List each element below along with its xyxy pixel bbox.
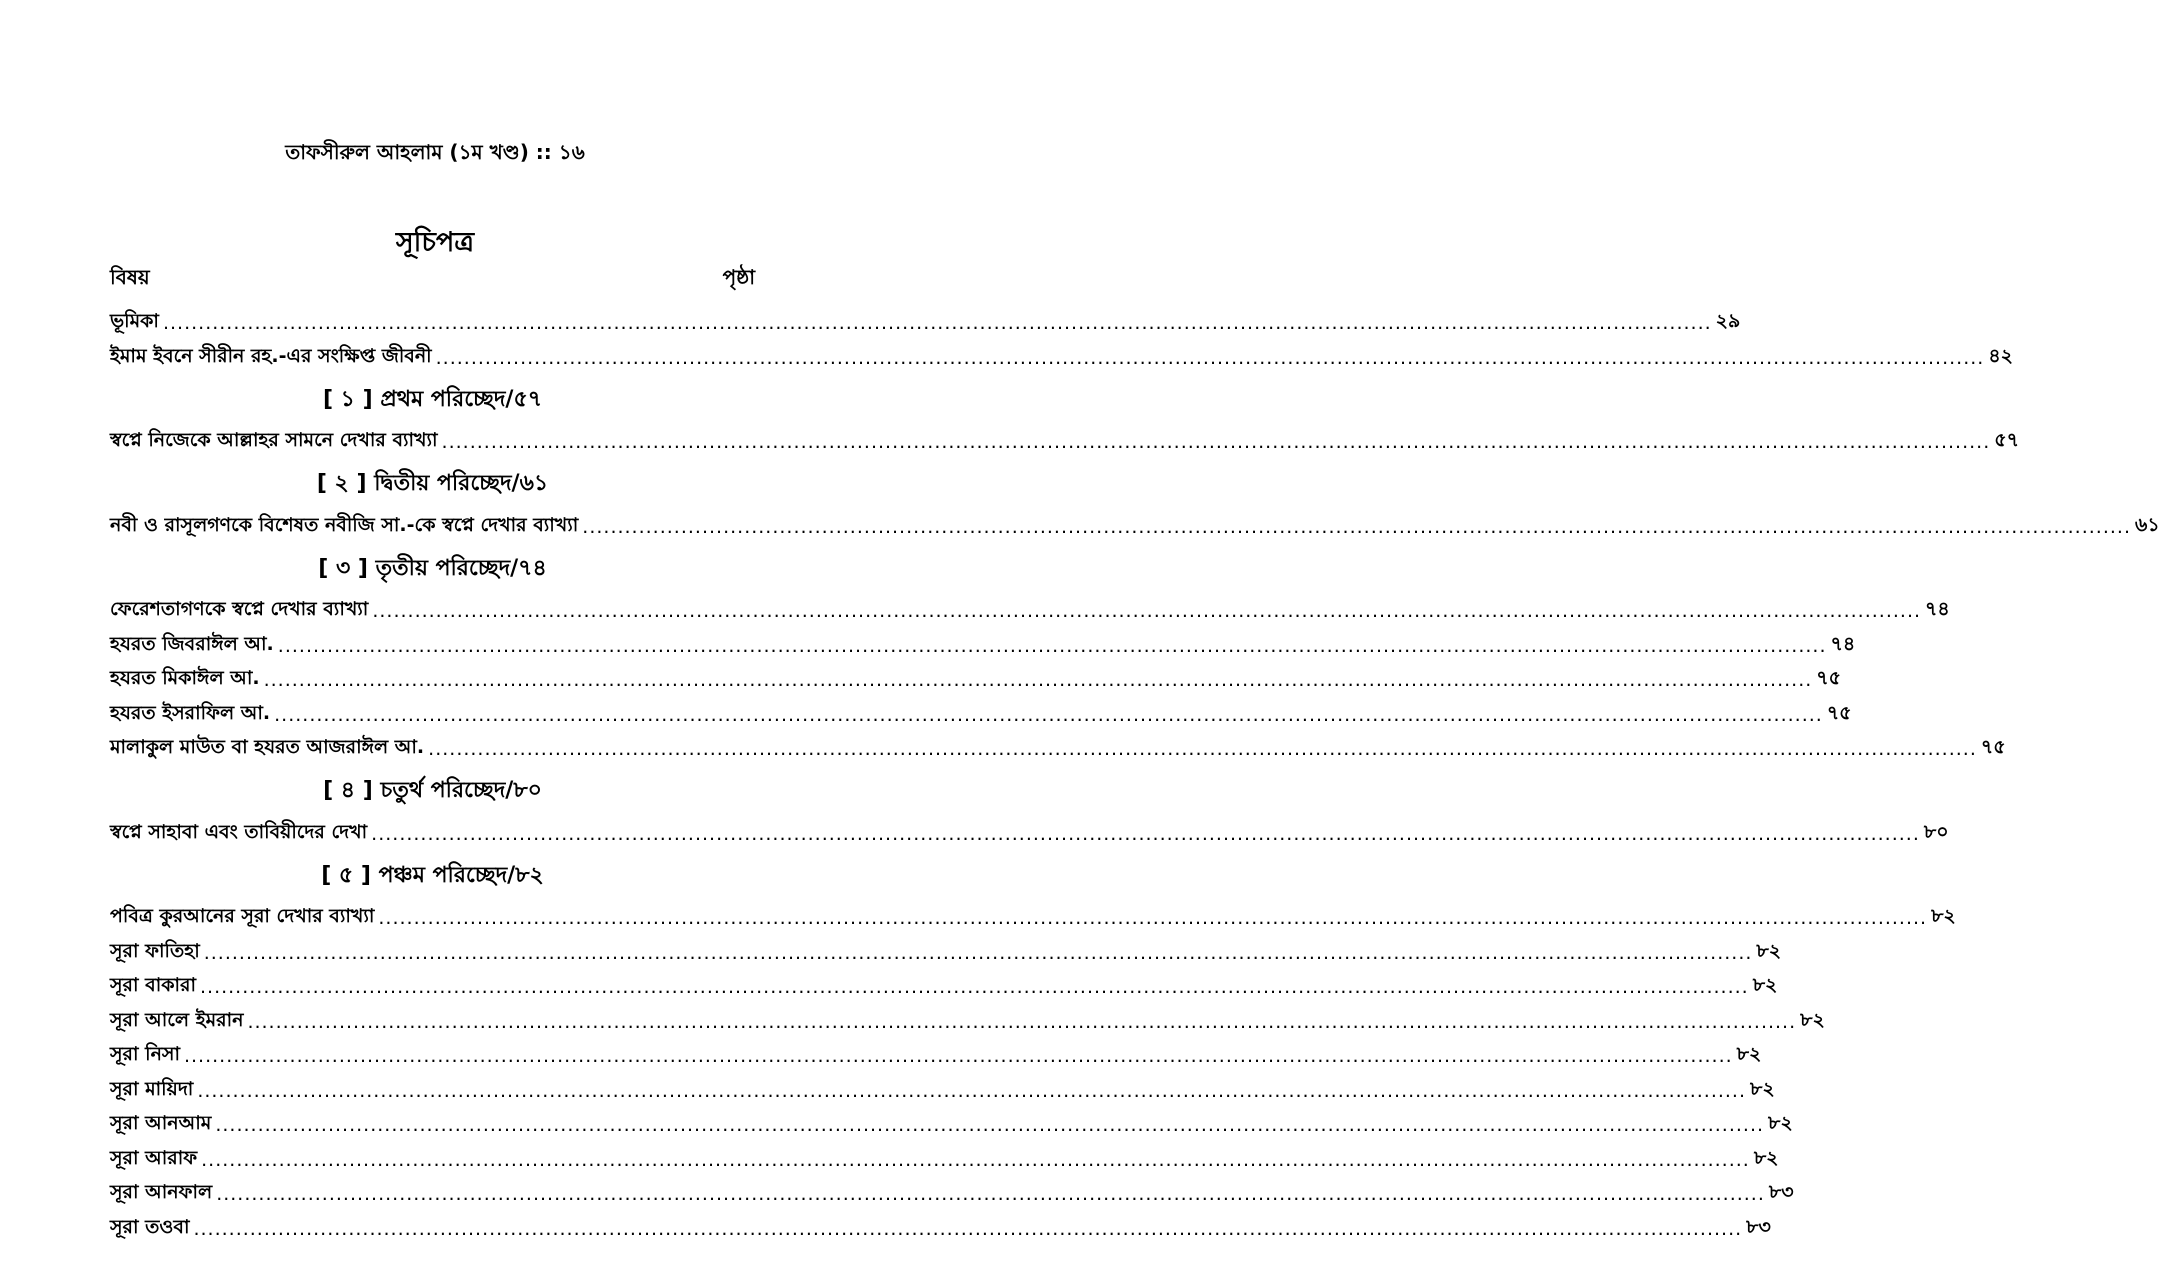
dot-leader: ............................................................................................................................................................................................................................ — [371, 822, 1920, 845]
toc-entry — [110, 594, 1950, 629]
toc-entry — [110, 510, 2160, 545]
toc-entry-page-number: ৭৪ — [1925, 598, 1950, 621]
toc-entry-title: হযরত ইসরাফিল আ. — [110, 701, 271, 724]
toc-entry-title: সূরা মায়িদা — [110, 1077, 194, 1100]
toc-entry — [110, 1074, 1775, 1109]
toc-entry-page-number: ৭৫ — [1980, 736, 2006, 759]
toc-entry-title: সূরা আনফাল — [110, 1181, 213, 1204]
toc-entry-page-number: ৭৫ — [1816, 667, 1841, 690]
toc-entry-title: হযরত জিবরাঈল আ. — [110, 632, 274, 655]
dot-leader: ............................................................................................................................................................................................................................ — [277, 634, 1827, 657]
toc-entry-page-number: ৬১ — [2134, 513, 2160, 536]
toc-entry — [110, 306, 1741, 341]
toc-entry-page-number: ৫৭ — [1994, 429, 2019, 452]
toc-entry-title: হযরত মিকাঈল আ. — [110, 667, 260, 690]
toc-entry-title: সূরা ফাতিহা — [110, 939, 200, 962]
toc-entry-page-number: ৭৪ — [1830, 632, 1856, 655]
toc-entry-title: স্বপ্নে নিজেকে আল্লাহর সামনে দেখার ব্যাখ্যা — [110, 429, 438, 452]
toc-entry-title: নবী ও রাসূলগণকে বিশেষত নবীজি সা.-কে স্বপ্নে দেখার ব্যাখ্যা — [110, 513, 579, 536]
toc-entry-page-number: ৮২ — [1931, 905, 1956, 928]
toc-entry — [110, 425, 2019, 460]
chapter-heading: [ ৩ ] তৃতীয় পরিচ্ছেদ/৭৪ — [318, 555, 547, 581]
toc-entry — [110, 901, 1956, 936]
toc-entry — [110, 936, 1782, 971]
toc-entry — [110, 663, 1841, 698]
toc-entry — [110, 970, 1778, 1005]
dot-leader: ............................................................................................................................................................................................................................ — [216, 1183, 1765, 1206]
running-header: তাফসীরুল আহলাম (১ম খণ্ড) :: ১৬ — [285, 140, 585, 164]
dot-leader: ............................................................................................................................................................................................................................ — [372, 600, 1922, 623]
toc-entry-page-number: ৮৩ — [1746, 1215, 1771, 1238]
chapter-heading: [ ৪ ] চতুর্থ পরিচ্ছেদ/৮০ — [323, 778, 542, 803]
page-title: সূচিপত্র — [395, 227, 475, 258]
toc-entry — [110, 1005, 1825, 1040]
toc-entry-page-number: ৭৫ — [1826, 701, 1852, 724]
dot-leader: ............................................................................................................................................................................................................................ — [582, 515, 2131, 538]
dot-leader: ............................................................................................................................................................................................................................ — [162, 312, 1712, 335]
dot-leader: ............................................................................................................................................................................................................................ — [201, 1148, 1750, 1171]
toc-entry-title: সূরা আরাফ — [110, 1146, 198, 1169]
toc-entry-page-number: ৪২ — [1988, 344, 2014, 367]
toc-entry-title: ফেরেশতাগণকে স্বপ্নে দেখার ব্যাখ্যা — [110, 598, 369, 621]
toc-entry — [110, 1143, 1779, 1178]
dot-leader: ............................................................................................................................................................................................................................ — [247, 1010, 1797, 1033]
toc-entry-title: মালাকুল মাউত বা হযরত আজরাঈল আ. — [110, 736, 425, 759]
column-header-topic: বিষয় — [110, 265, 150, 289]
toc-entry-page-number: ২৯ — [1715, 310, 1741, 333]
toc-entry-title: সূরা তওবা — [110, 1215, 190, 1238]
chapter-heading: [ ২ ] দ্বিতীয় পরিচ্ছেদ/৬১ — [316, 471, 549, 496]
dot-leader: ............................................................................................................................................................................................................................ — [435, 346, 1985, 369]
dot-leader: ............................................................................................................................................................................................................................ — [441, 431, 1991, 454]
toc-entry-page-number: ৮০ — [1923, 820, 1949, 843]
toc-entry-page-number: ৮২ — [1756, 939, 1782, 962]
dot-leader: ............................................................................................................................................................................................................................ — [197, 1079, 1747, 1102]
toc-entry-title: স্বপ্নে সাহাবা এবং তাবিয়ীদের দেখা — [110, 820, 368, 843]
toc-entry-page-number: ৮২ — [1800, 1008, 1825, 1031]
toc-entry-title: সূরা আনআম — [110, 1112, 212, 1135]
toc-entry-title: সূরা নিসা — [110, 1043, 180, 1066]
toc-entry-page-number: ৮২ — [1736, 1043, 1762, 1066]
table-of-contents — [110, 306, 2160, 1246]
toc-entry — [110, 1212, 1771, 1247]
dot-leader: ............................................................................................................................................................................................................................ — [199, 976, 1749, 999]
toc-entry — [110, 1039, 1762, 1074]
toc-entry-page-number: ৮২ — [1753, 1146, 1779, 1169]
toc-entry-page-number: ৮২ — [1750, 1077, 1775, 1100]
toc-entry — [110, 817, 1949, 852]
toc-entry — [110, 341, 2014, 376]
toc-entry — [110, 1108, 1793, 1143]
dot-leader: ............................................................................................................................................................................................................................ — [428, 738, 1977, 761]
chapter-heading: [ ১ ] প্রথম পরিচ্ছেদ/৫৭ — [322, 386, 543, 412]
toc-entry-page-number: ৮২ — [1752, 974, 1778, 997]
toc-entry-title: ইমাম ইবনে সীরীন রহ.-এর সংক্ষিপ্ত জীবনী — [110, 344, 432, 367]
dot-leader: ............................................................................................................................................................................................................................ — [274, 703, 1823, 726]
toc-entry — [110, 1177, 1794, 1212]
toc-entry — [110, 629, 1856, 664]
toc-entry-title: পবিত্র কুরআনের সূরা দেখার ব্যাখ্যা — [110, 905, 375, 928]
toc-entry — [110, 698, 1852, 733]
dot-leader: ............................................................................................................................................................................................................................ — [215, 1114, 1765, 1137]
toc-entry-title: সূরা বাকারা — [110, 974, 196, 997]
dot-leader: ............................................................................................................................................................................................................................ — [193, 1217, 1743, 1240]
toc-entry-page-number: ৮৩ — [1768, 1181, 1794, 1204]
dot-leader: ............................................................................................................................................................................................................................ — [203, 941, 1753, 964]
toc-entry-page-number: ৮২ — [1768, 1112, 1793, 1135]
chapter-heading: [ ৫ ] পঞ্চম পরিচ্ছেদ/৮২ — [321, 862, 544, 888]
dot-leader: ............................................................................................................................................................................................................................ — [183, 1045, 1733, 1068]
dot-leader: ............................................................................................................................................................................................................................ — [263, 669, 1813, 692]
toc-entry-title: সূরা আলে ইমরান — [110, 1008, 244, 1031]
dot-leader: ............................................................................................................................................................................................................................ — [378, 907, 1928, 930]
column-header-page: পৃষ্ঠা — [722, 265, 755, 289]
toc-entry-title: ভূমিকা — [110, 310, 159, 333]
toc-entry — [110, 732, 2006, 767]
